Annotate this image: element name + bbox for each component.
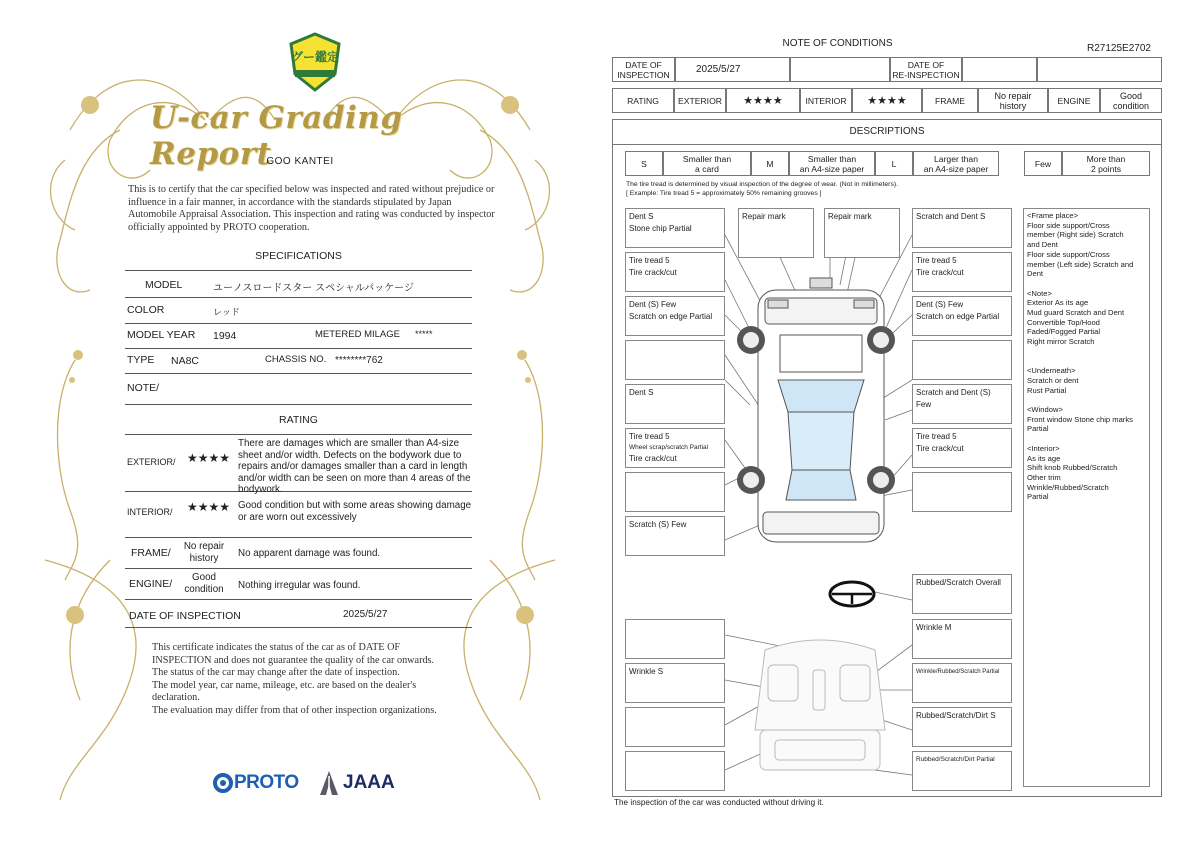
frame-description: No apparent damage was found. <box>238 548 381 559</box>
rating-row-interior <box>125 491 472 538</box>
engine-value: Good condition <box>184 572 224 595</box>
callout-right-blank <box>912 340 1012 380</box>
callout-tire-rear-right: Tire tread 5 Tire crack/cut <box>912 428 1012 468</box>
rating-label-cell: RATING <box>612 88 674 113</box>
date-label: DATE OF INSPECTION <box>129 610 241 622</box>
report-title: U-car Grading Report <box>150 100 403 172</box>
engine-value-cell: Good condition <box>1100 88 1162 113</box>
exterior-stars: ★★★★ <box>187 451 231 465</box>
spec-row-color <box>125 297 472 324</box>
callout-right-fender: Dent (S) Few Scratch on edge Partial <box>912 296 1012 336</box>
note-label: NOTE/ <box>127 382 160 394</box>
date-reinspection-label: DATE OF RE-INSPECTION <box>890 57 962 82</box>
callout-steering: Rubbed/Scratch Overall <box>912 574 1012 614</box>
metered-value: ***** <box>415 329 433 339</box>
chassis-value: ********762 <box>335 355 383 366</box>
callout-left-blank <box>625 340 725 380</box>
callout-left-fender: Dent (S) Few Scratch on edge Partial <box>625 296 725 336</box>
engine-label: ENGINE/ <box>129 578 173 590</box>
callout-trim: Rubbed/Scratch/Dirt Partial <box>912 751 1012 791</box>
callout-tire-front-left: Tire tread 5 Tire crack/cut <box>625 252 725 292</box>
tire-note: The tire tread is determined by visual inspection of the degree of wear. (Not in millimeters). [ Example: Tire tread 5 = approximately 50% remaining grooves ] <box>626 181 898 197</box>
exterior-stars-cell: ★★★★ <box>726 88 800 113</box>
callout-right-seat: Wrinkle M <box>912 619 1012 659</box>
frame-label-cell: FRAME <box>922 88 978 113</box>
jaaa-logo: JAAA <box>318 770 395 796</box>
interior-stars: ★★★★ <box>187 500 231 514</box>
jaaa-logo-icon <box>318 770 340 796</box>
rating-row-date <box>125 600 472 628</box>
legend-m-desc: Smaller than an A4-size paper <box>789 151 875 176</box>
callout-dash-blank <box>625 619 725 659</box>
engine-description: Nothing irregular was found. <box>238 580 361 591</box>
interior-label: INTERIOR/ <box>127 507 173 517</box>
legend-l: L <box>875 151 913 176</box>
legend-m: M <box>751 151 789 176</box>
color-value: レッド <box>213 307 240 317</box>
interior-stars-cell: ★★★★ <box>852 88 922 113</box>
conditions-heading: NOTE OF CONDITIONS <box>782 38 893 49</box>
legend-s-desc: Smaller than a card <box>663 151 751 176</box>
callout-shift: Rubbed/Scratch/Dirt S <box>912 707 1012 747</box>
callout-rear-floor-blank <box>625 751 725 791</box>
badge-label: グー鑑定 <box>290 50 339 64</box>
inspection-footer: The inspection of the car was conducted without driving it. <box>614 798 824 807</box>
metered-label: METERED MILAGE <box>315 329 400 340</box>
model-year-value: 1994 <box>213 330 237 342</box>
model-year-label: MODEL YEAR <box>127 329 196 341</box>
report-number: R27125E2702 <box>1087 43 1151 54</box>
car-top-view <box>758 278 884 542</box>
frame-label: FRAME/ <box>131 547 171 559</box>
exterior-description: There are damages which are smaller than A4-size sheet and/or width. Defects on the bodywork due to repairs and/or damages smaller than a card in length and/or width can be seen on more than 4 areas of the bodywork. <box>238 438 471 496</box>
certification-text: This is to certify that the car specified below was inspected and rated without prejudice or influence in a fair manner, in accordance with the standards stipulated by Japan Automobile Appraisal Association. This inspection and rating was conducted by inspector officially appointed by PROTO cooperation. <box>128 184 495 233</box>
goo-kantei-badge <box>287 32 343 92</box>
callout-rear: Scratch (S) Few <box>625 516 725 556</box>
frame-value-cell: No repair history <box>978 88 1048 113</box>
spec-row-model <box>125 270 472 298</box>
callout-console: Wrinkle/Rubbed/Scratch Partial <box>912 663 1012 703</box>
spec-row-note <box>125 374 472 405</box>
callout-left-rear-blank <box>625 472 725 512</box>
chassis-label: CHASSIS NO. <box>265 354 327 365</box>
date-inspection-label: DATE OF INSPECTION <box>612 57 675 82</box>
condition-notes: <Frame place> Floor side support/Cross member (Right side) Scratch and Dent Floor side support/Cross member (Left side) Scratch and Dent <Note> Exterior As its age Mud guard Scratch and Dent Convertible Top/Hood Faded/Fogged Partial Right mirror Scratch <Underneath> Scratch or dent Rust Partial <Window> Front window Stone chip marks Partial <Interior> As its age Shift knob Rubbed/Scratch Other trim Wrinkle/Rubbed/Scratch Partial <box>1023 208 1150 787</box>
report-subtitle: GOO KANTEI <box>266 156 334 167</box>
spec-row-type <box>125 349 472 374</box>
callout-left-floor-blank <box>625 707 725 747</box>
specifications-heading: SPECIFICATIONS <box>255 250 342 262</box>
interior-label-cell: INTERIOR <box>800 88 852 113</box>
legend-s: S <box>625 151 663 176</box>
exterior-label-cell: EXTERIOR <box>674 88 726 113</box>
type-label: TYPE <box>127 354 155 366</box>
legend-few-desc: More than 2 points <box>1062 151 1150 176</box>
type-value: NA8C <box>171 355 200 367</box>
frame-value: No repair history <box>183 541 225 564</box>
legend-l-desc: Larger than an A4-size paper <box>913 151 999 176</box>
engine-label-cell: ENGINE <box>1048 88 1100 113</box>
rating-row-engine <box>125 569 472 600</box>
model-label: MODEL <box>145 279 183 291</box>
legend-few: Few <box>1024 151 1062 176</box>
callout-repair-mark-1: Repair mark <box>738 208 814 258</box>
callout-left-door: Dent S <box>625 384 725 424</box>
callout-front-right: Scratch and Dent S <box>912 208 1012 248</box>
rating-row-exterior <box>125 434 472 496</box>
car-interior-view <box>755 640 885 770</box>
proto-logo: PROTO <box>212 770 299 796</box>
exterior-label: EXTERIOR/ <box>127 457 176 467</box>
callout-tire-rear-left: Tire tread 5 Wheel scrap/scratch Partial Tire crack/cut <box>625 428 725 468</box>
interior-description: Good condition but with some areas showing damage or are worn out excessively <box>238 500 472 523</box>
callout-left-seat: Wrinkle S <box>625 663 725 703</box>
steering-wheel-icon <box>830 582 874 606</box>
descriptions-heading: DESCRIPTIONS <box>612 119 1162 145</box>
callout-right-rear-blank <box>912 472 1012 512</box>
callout-right-door: Scratch and Dent (S) Few <box>912 384 1012 424</box>
model-value: ユーノスロードスター スペシャルパッケージ <box>213 283 414 294</box>
proto-logo-icon <box>212 772 234 794</box>
spec-row-year <box>125 324 472 349</box>
certificate-disclaimer: This certificate indicates the status of the car as of DATE OF INSPECTION and does not guarantee the quality of the car onwards. The status of the car may change after the date of inspection. The model year, car name, mileage, etc. are based on the dealer's declaration. The evaluation may differ from that of other inspection organizations. <box>152 642 437 716</box>
note-of-conditions-page <box>600 0 1200 848</box>
callout-front-left: Dent S Stone chip Partial <box>625 208 725 248</box>
date-inspection-value: 2025/5/27 <box>675 57 790 82</box>
callout-tire-front-right: Tire tread 5 Tire crack/cut <box>912 252 1012 292</box>
rating-row-frame <box>125 538 472 569</box>
color-label: COLOR <box>127 304 165 316</box>
callout-repair-mark-2: Repair mark <box>824 208 900 258</box>
date-value: 2025/5/27 <box>343 609 388 620</box>
rating-heading: RATING <box>279 414 318 426</box>
